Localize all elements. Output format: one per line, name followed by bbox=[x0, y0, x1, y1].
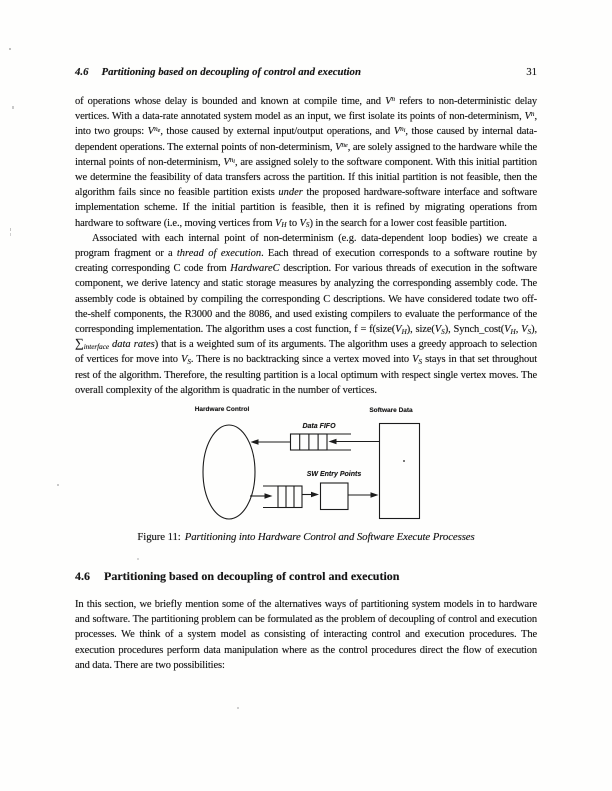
software-data-rect bbox=[380, 424, 420, 519]
software-data-label: Software Data bbox=[369, 407, 413, 415]
section-heading-title: Partitioning based on decoupling of control and execution bbox=[104, 569, 400, 584]
arrowhead-right-into-entry bbox=[311, 492, 319, 498]
hardware-control-label: Hardware Control bbox=[194, 406, 250, 414]
arrowhead-left-from-software bbox=[329, 439, 337, 445]
scan-artifact bbox=[10, 233, 11, 236]
sw-fifo-dividers bbox=[286, 486, 294, 508]
body-paragraph-2: Associated with each internal point of non-determinism (e.g. data-dependent loop bodies) we create a program fragment or a thread of execution. Each thread of execution corresponds to a software routine by creating corresponding C code from HardwareC description. For various threads of execution in the software component, we derive latency and static storage measures by analyzing the corresponding assembly code. The assembly code is obtained by compiling the corresponding C descriptions. We have considered todate two off-the-shelf components, the R3000 and the 8086, and used existing compilers to evaluate the performance of the corresponding implementation. The algorithm uses a cost function, $f = f(size(V_H)$, $size(V_S)$, $Synch\_\cos t(V_H$, $V_S$), $\sum_{interface}$ data rates) that is a weighted sum of its arguments. The algorithm uses a greedy approach to selection of vertices for move into $V_S$. There is no backtracking since a vertex moved into $V_S$ stays in that set throughout rest of the algorithm. Therefore, the resulting partition is a local optimum with respect single vertex moves. The overall complexity of the algorithm is quadratic in the number of vertices. bbox=[75, 232, 538, 396]
scan-artifact bbox=[10, 228, 11, 231]
section-heading bbox=[75, 569, 537, 584]
hardware-control-ellipse bbox=[203, 425, 255, 519]
sw-entry-point-box bbox=[321, 483, 349, 510]
body-paragraph-1: of operations whose delay is bounded and known at compile time, and $V^n$ refers to non-deterministic delay vertices. With a data-rate annotated system model as an input, we first isolate its points of non-determinism, $V^n$, into two groups: $V^{ne}$, those caused by external input/output operations, and $V^{ni}$, those caused by internal data-dependent operations. The external points of non-determinism, $V^{ne}$, are solely assigned to the hardware while the internal points of non-determinism, $V^{ni}$, are assigned solely to the software component. With this initial partition we determine the feasibility of data transfers across the partition. If this initial partition is not feasible, then the algorithm fails since no feasible partition exists under the proposed hardware-software interface and software implementation scheme. If the initial partition is feasible, then it is refined by migrating operations from hardware to software (i.e., moving vertices from $V_H$ to $V_S$) in the search for a lower cost feasible partition. bbox=[75, 95, 537, 230]
figure-caption bbox=[75, 531, 537, 543]
running-header-section-title: Partitioning based on decoupling of control and execution bbox=[101, 66, 361, 78]
figure-11-diagram bbox=[75, 402, 537, 528]
arrowhead-left-top bbox=[251, 439, 259, 445]
body-paragraph-3: In this section, we briefly mention some of the alternatives ways of partitioning system models in to hardware and software. The partitioning problem can be formulated as the problem of decoupling of control and execution processes. We think of a system model as consisting of interacting control and execution procedures. The execution procedures perform data manipulation where as the control procedures direct the flow of execution and data. There are two possibilities: bbox=[75, 599, 537, 671]
partition-diagram bbox=[75, 402, 537, 528]
running-header-section-number: 4.6 bbox=[75, 66, 89, 78]
figure-caption-prefix: Figure 11: bbox=[137, 531, 181, 544]
scan-artifact bbox=[9, 48, 11, 50]
arrowhead-right-into-swfifo bbox=[265, 493, 273, 499]
page-number: 31 bbox=[526, 66, 537, 78]
figure-caption-text: Partitioning into Hardware Control and Software Execute Processes bbox=[184, 531, 475, 544]
page-content bbox=[75, 66, 537, 673]
software-data-dot bbox=[403, 460, 405, 462]
section-heading-number: 4.6 bbox=[75, 569, 90, 584]
data-fifo-label: Data FIFO bbox=[302, 423, 336, 431]
data-fifo-dividers bbox=[300, 434, 318, 450]
sw-fifo-box bbox=[278, 486, 302, 508]
running-header bbox=[75, 66, 537, 78]
arrowhead-right-into-software bbox=[371, 492, 379, 498]
scan-artifact bbox=[57, 484, 59, 486]
sw-entry-points-label: SW Entry Points bbox=[306, 471, 362, 479]
scan-artifact bbox=[12, 106, 14, 109]
scan-artifact bbox=[237, 707, 239, 709]
